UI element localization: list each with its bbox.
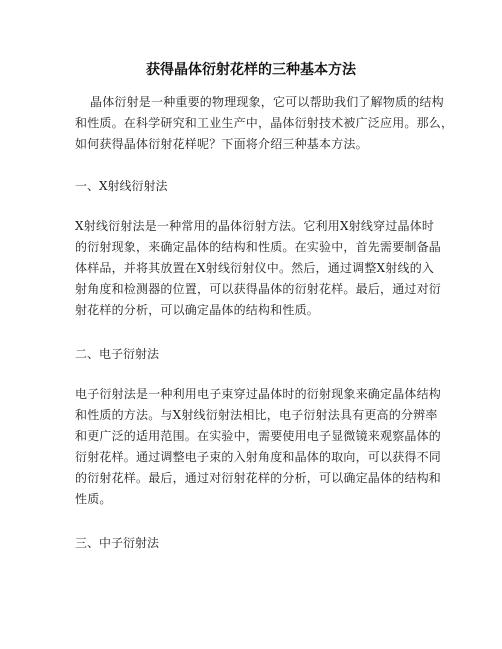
section-xray-line: 射角度和检测器的位置，可以获得晶体的衍射花样。最后，通过对衍 — [75, 282, 442, 296]
section-xray-line: X射线衍射法是一种常用的晶体衍射方法。它利用X射线穿过晶体时 — [75, 219, 435, 233]
section-xray-line: 射花样的分析，可以确定晶体的结构和性质。 — [75, 303, 320, 317]
section-xray-line: 体样品，并将其放置在X射线衍射仪中。然后，通过调整X射线的入 — [75, 261, 435, 275]
section-electron-line: 电子衍射法是一种利用电子束穿过晶体时的衍射现象来确定晶体结构 — [75, 387, 442, 401]
section-xray-line: 的衍射现象，来确定晶体的结构和性质。在实验中，首先需要制备晶 — [75, 240, 442, 254]
section-electron-line: 衍射花样。通过调整电子束的入射角度和晶体的取向，可以获得不同 — [75, 450, 442, 464]
section-electron-line: 和更广泛的适用范围。在实验中，需要使用电子显微镜来观察晶体的 — [75, 429, 442, 443]
document-title: 获得晶体衍射花样的三种基本方法 — [146, 62, 356, 78]
intro-line: 和性质。在科学研究和工业生产中，晶体衍射技术被广泛应用。那么， — [75, 116, 454, 130]
intro-line: 晶体衍射是一种重要的物理现象，它可以帮助我们了解物质的结构 — [90, 95, 444, 109]
section-heading-electron: 二、电子衍射法 — [75, 347, 160, 361]
section-heading-xray: 一、X射线衍射法 — [75, 179, 168, 193]
section-electron-line: 的衍射花样。最后，通过对衍射花样的分析，可以确定晶体的结构和 — [75, 471, 442, 485]
section-electron-line: 性质。 — [75, 492, 112, 506]
section-electron-line: 和性质的方法。与X射线衍射法相比，电子衍射法具有更高的分辨率 — [75, 408, 438, 422]
intro-line: 如何获得晶体衍射花样呢？下面将介绍三种基本方法。 — [75, 137, 368, 151]
section-heading-neutron: 三、中子衍射法 — [75, 536, 160, 550]
